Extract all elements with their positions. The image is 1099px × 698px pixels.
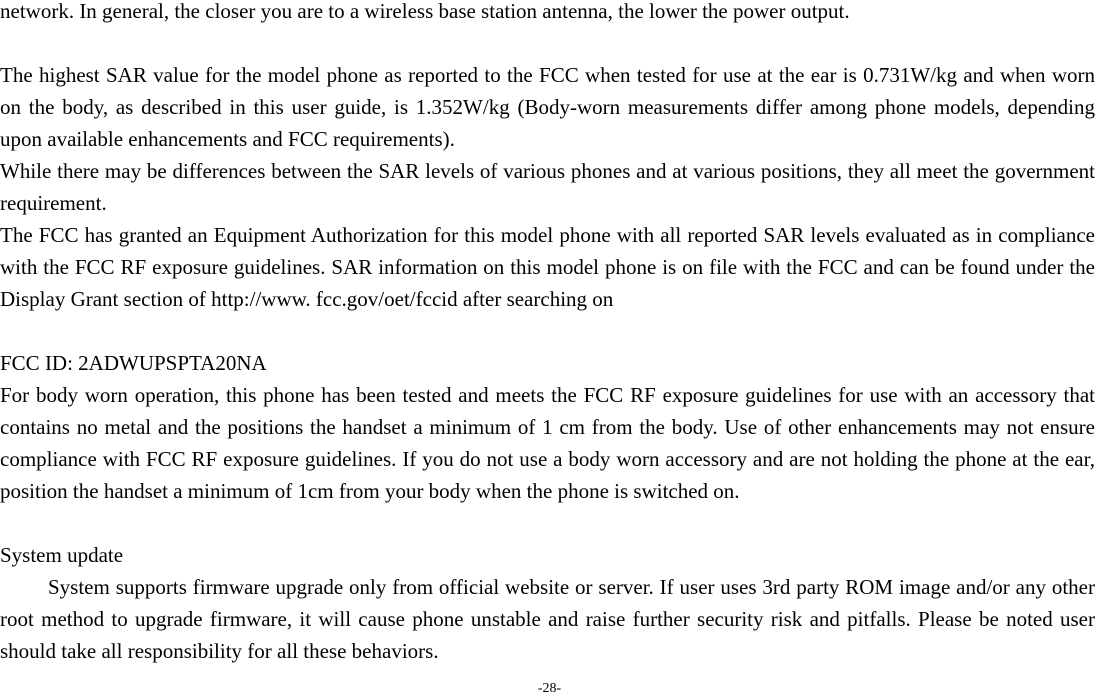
intro-tail-paragraph: network. In general, the closer you are to a wireless base station antenna, the lower the power output. [0, 0, 850, 23]
body-worn-paragraph: For body worn operation, this phone has been tested and meets the FCC RF exposure guidelines for use with an accessory that contains no metal and the positions the handset a minimum of 1 cm from the body. Use of other enhancements may not ensure compliance with FCC RF exposure guidelines. If you do not use a body worn accessory and are not holding the phone at the ear, position the handset a minimum of 1cm from your body when the phone is switched on. [0, 383, 1095, 504]
system-update-heading: System update [0, 543, 124, 567]
fcc-id-line: FCC ID: 2ADWUPSPTA20NA [0, 351, 267, 375]
system-update-paragraph: System supports firmware upgrade only from official website or server. If user uses 3rd party ROM image and/or any other root method to upgrade firmware, it will cause phone unstable and raise further security risk and pitfalls. Please be noted user should take all responsibility for all these behaviors. [0, 575, 1095, 664]
authorization-paragraph: The FCC has granted an Equipment Authorization for this model phone with all reported SAR levels evaluated as in compliance with the FCC RF exposure guidelines. SAR information on this model phone is on file with the FCC and can be found under the Display Grant section of http://www. fcc.gov/oet/fccid after searching on [0, 223, 1095, 312]
highest-sar-paragraph: The highest SAR value for the model phone as reported to the FCC when tested for use at the ear is 0.731W/kg and when worn on the body, as described in this user guide, is 1.352W/kg (Body-worn measurements differ among phone models, depending upon available enhancements and FCC requirements). [0, 63, 1095, 152]
differences-paragraph: While there may be differences between the SAR levels of various phones and at various positions, they all meet the government requirement. [0, 159, 1095, 216]
page-number: -28- [537, 681, 562, 696]
